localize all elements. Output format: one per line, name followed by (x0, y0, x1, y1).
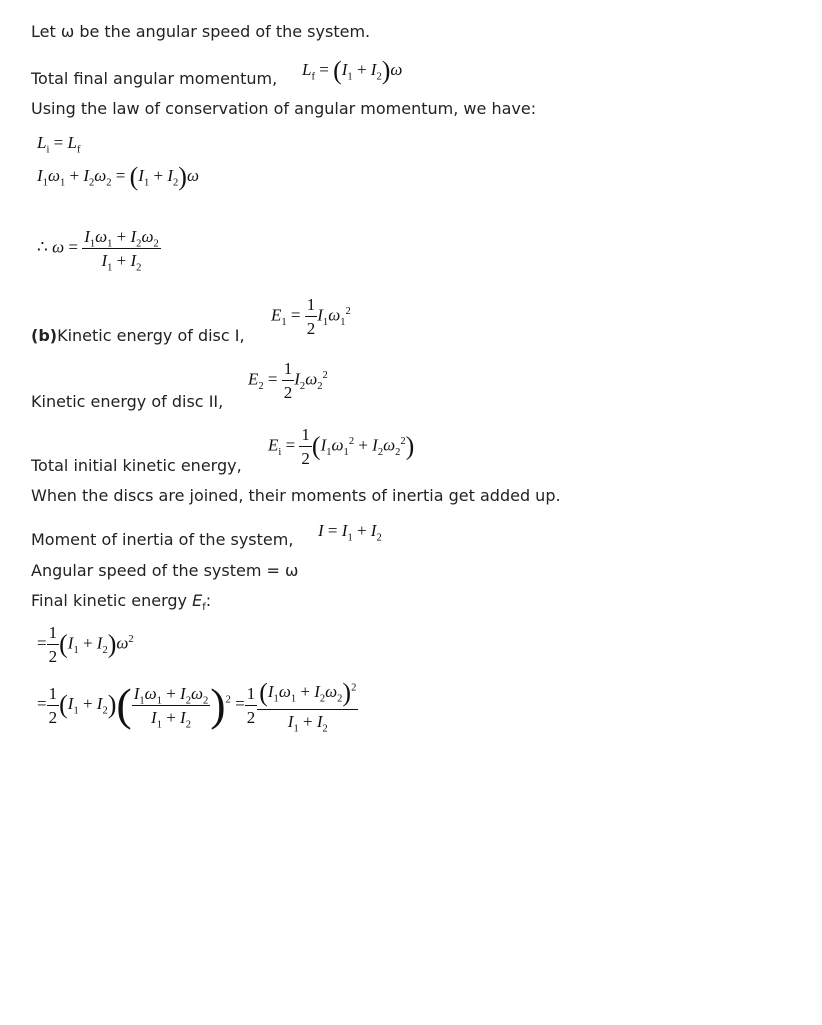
text-angular-speed-def: Let ω be the angular speed of the system. (31, 22, 371, 41)
final-ke-sub: f (202, 602, 206, 614)
text-final-ke (31, 591, 212, 614)
final-ke-suffix: : (205, 591, 212, 610)
text-conservation-law: Using the law of conservation of angular momentum, we have: (31, 99, 537, 118)
text-angular-speed-system: Angular speed of the system = ω (31, 561, 299, 580)
equation-e2: $E_2$ = $\frac{1}{2}$ $I_2\omega_2^2$ (248, 359, 328, 402)
equation-li-equals-lf: $L_i = L_f$ (37, 133, 81, 156)
equation-e1: $E_1$ = $\frac{1}{2}$ $I_1\omega_1^2$ (271, 295, 351, 338)
text-moment-of-inertia-system: Moment of inertia of the system, (31, 530, 294, 549)
equation-inertia-sum: $I = I_1 + I_2$ (318, 521, 382, 544)
text-kinetic-energy-disc-1 (31, 328, 245, 344)
equation-ei: $E_i$ = $\frac{1}{2}$ $(I_1\omega_1^2 + I_2\omega_2^2)$ (268, 425, 415, 468)
part-b-text: Kinetic energy of disc I, (57, 326, 245, 345)
equation-ef-line2: = $\frac{1}{2}$ $(I_1 + I_2)$( $\frac{I_1\omega_1 + I_2\omega_2}{I_1 + I_2}$ )$^2$ = $\frac{1}{2}$ $\frac{(I_1\omega_1 + I_2\omega_2)^2}{I_1 + I_2}$ (37, 678, 357, 735)
part-b-label: (b) (31, 326, 58, 345)
equation-omega-result: ∴ ω = $\frac{I_1\omega_1 + I_2\omega_2}{I_1 + I_2}$ (37, 227, 159, 274)
final-ke-var: E (192, 591, 203, 610)
final-ke-prefix: Final kinetic energy (31, 591, 193, 610)
equation-ef-line1: = $\frac{1}{2}$ $(I_1 + I_2)\omega^2$ (37, 623, 134, 666)
text-kinetic-energy-disc-2: Kinetic energy of disc II, (31, 392, 224, 411)
equation-momentum-balance: $I_1\omega_1 + I_2\omega_2 = (I_1 + I_2)\omega$ (37, 162, 199, 191)
text-discs-joined: When the discs are joined, their moments of inertia get added up. (31, 486, 561, 505)
text-total-final-momentum: Total final angular momentum, (31, 69, 278, 88)
equation-final-angular-momentum: $L_f = (I_1 + I_2)\omega$ (302, 56, 403, 85)
text-total-initial-ke: Total initial kinetic energy, (31, 456, 242, 475)
